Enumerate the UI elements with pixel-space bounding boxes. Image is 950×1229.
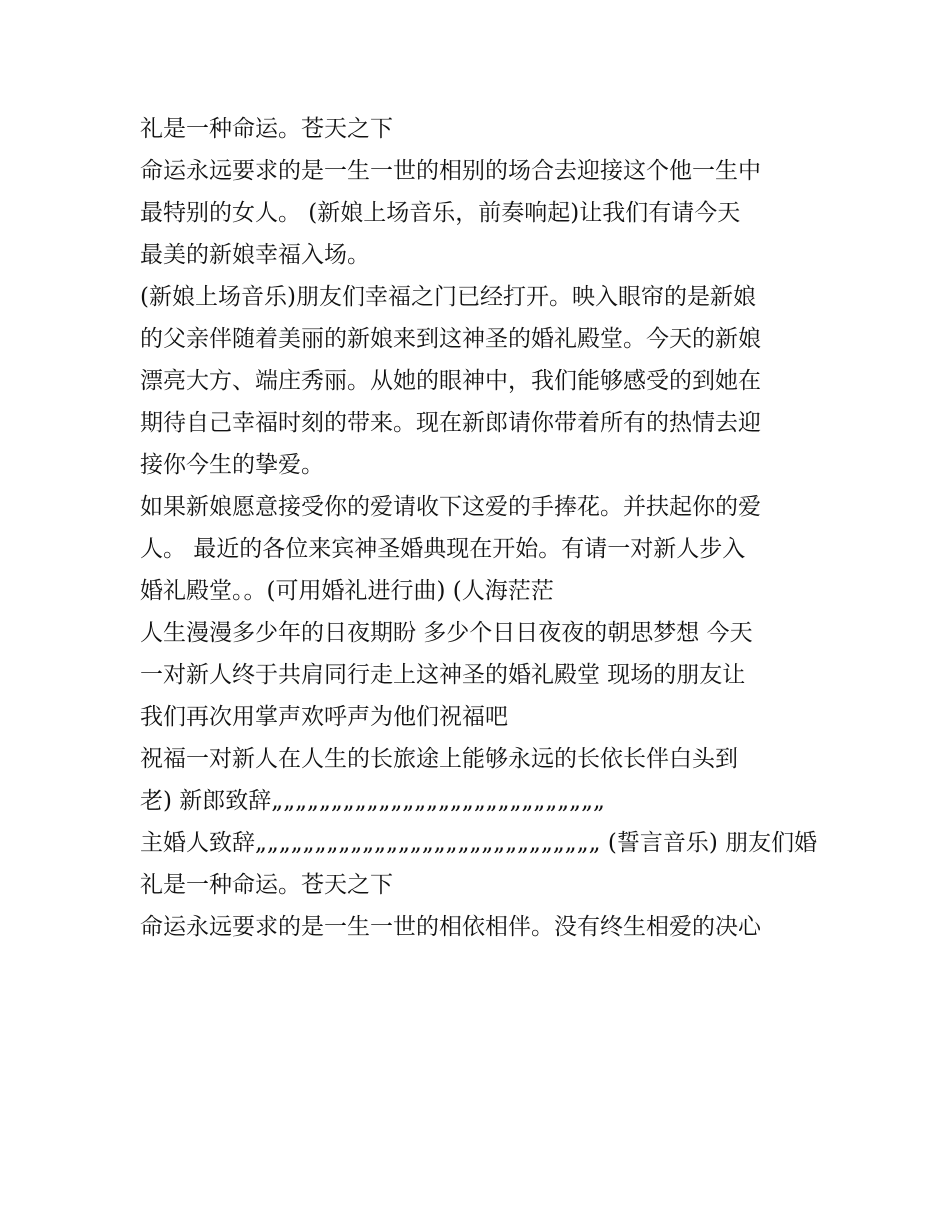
text-line: 人。 最近的各位来宾神圣婚典现在开始。有请一对新人步入 (140, 536, 746, 562)
text-line: 漂亮大方、端庄秀丽。从她的眼神中，我们能够感受的到她在 (140, 368, 761, 394)
text-line: 老) 新郎致辞„„„„„„„„„„„„„„„„„„„„„„„„„„„„ (140, 788, 605, 814)
text-line: 最美的新娘幸福入场。 (140, 242, 370, 268)
text-line: 最特别的女人。 (新娘上场音乐，前奏响起)让我们有请今天 (140, 200, 741, 226)
text-line: 期待自己幸福时刻的带来。现在新郎请你带着所有的热情去迎 (140, 410, 761, 436)
body-text (140, 108, 820, 948)
text-line: (新娘上场音乐)朋友们幸福之门已经打开。映入眼帘的是新娘 (140, 284, 756, 310)
text-line: 我们再次用掌声欢呼声为他们祝福吧 (140, 704, 508, 730)
text-line: 命运永远要求的是一生一世的相别的场合去迎接这个他一生中 (140, 158, 761, 184)
text-line: 礼是一种命运。苍天之下 (140, 872, 393, 898)
text-line: 一对新人终于共肩同行走上这神圣的婚礼殿堂 现场的朋友让 (140, 662, 746, 688)
text-line: 婚礼殿堂。。(可用婚礼进行曲) (人海茫茫 (140, 578, 554, 604)
text-line: 如果新娘愿意接受你的爱请收下这爱的手捧花。并扶起你的爱 (140, 494, 761, 520)
text-line: 的父亲伴随着美丽的新娘来到这神圣的婚礼殿堂。今天的新娘 (140, 326, 761, 352)
text-line: 祝福一对新人在人生的长旅途上能够永远的长依长伴白头到 (140, 746, 738, 772)
text-line: 礼是一种命运。苍天之下 (140, 116, 393, 142)
text-line: 接你今生的挚爱。 (140, 452, 324, 478)
text-line: 人生漫漫多少年的日夜期盼 多少个日日夜夜的朝思梦想 今天 (140, 620, 753, 646)
text-line: 命运永远要求的是一生一世的相依相伴。没有终生相爱的决心 (140, 914, 761, 940)
text-line: 主婚人致辞„„„„„„„„„„„„„„„„„„„„„„„„„„„„„ (誓言音乐) 朋友们婚 (140, 830, 818, 856)
